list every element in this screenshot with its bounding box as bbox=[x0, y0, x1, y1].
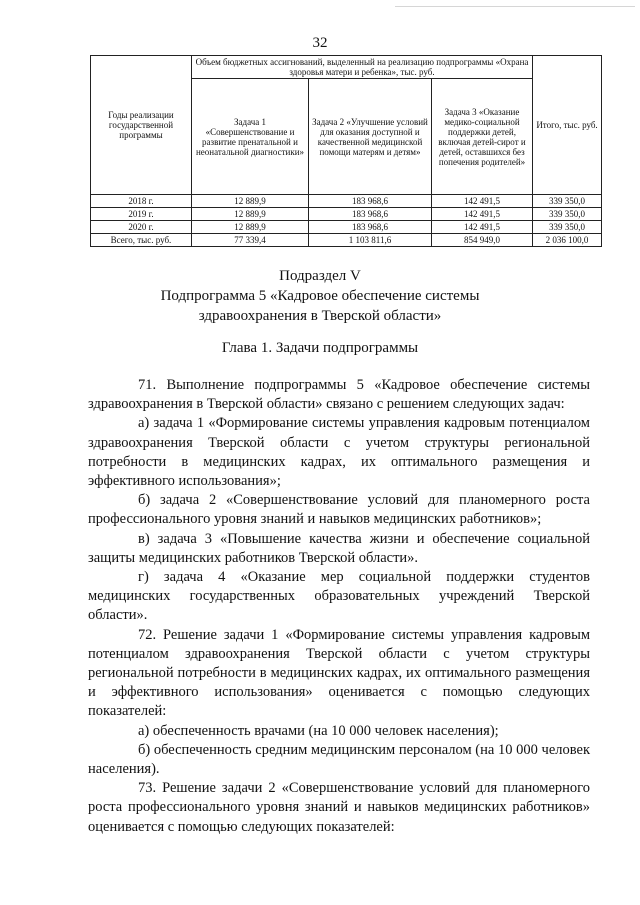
cell-task1: 12 889,9 bbox=[192, 221, 309, 234]
paragraph: г) задача 4 «Оказание мер социальной поддержки студентов медицинских государственных образовательных учреждений Тверской области». bbox=[88, 569, 590, 624]
header-group: Объем бюджетных ассигнований, выделенный на реализацию подпрограммы «Охрана здоровья матери и ребенка», тыс. руб. bbox=[192, 56, 533, 79]
paragraph: а) задача 1 «Формирование системы управления кадровым потенциалом здравоохранения Тверской области с учетом структуры региональной потребности в медицинских кадрах, их оптимального размещения и эффективного использования»; bbox=[88, 415, 590, 490]
subsection-title: Подраздел V bbox=[279, 268, 361, 284]
header-task2: Задача 2 «Улучшение условий для оказания доступной и качественной медицинской помощи матерям и детям» bbox=[309, 79, 432, 195]
paragraph: б) задача 2 «Совершенствование условий для планомерного роста профессионального уровня знаний и навыков медицинских работников»; bbox=[88, 492, 590, 528]
cell-year: 2020 г. bbox=[91, 221, 192, 234]
cell-year: Всего, тыс. руб. bbox=[91, 234, 192, 247]
paragraph: а) обеспеченность врачами (на 10 000 человек населения); bbox=[138, 722, 499, 739]
cell-task2: 183 968,6 bbox=[309, 221, 432, 234]
cell-year: 2018 г. bbox=[91, 195, 192, 208]
cell-task1: 12 889,9 bbox=[192, 208, 309, 221]
chapter-title: Глава 1. Задачи подпрограммы bbox=[221, 340, 419, 356]
cell-task3: 142 491,5 bbox=[432, 208, 533, 221]
paragraph: б) обеспеченность средним медицинским персоналом (на 10 000 человек населения). bbox=[88, 741, 590, 778]
header-mark bbox=[395, 0, 635, 7]
table-row-total bbox=[91, 234, 602, 247]
cell-task3: 854 949,0 bbox=[432, 234, 533, 247]
cell-total: 2 036 100,0 bbox=[533, 234, 602, 247]
cell-task1: 77 339,4 bbox=[192, 234, 309, 247]
table-row bbox=[91, 208, 602, 221]
page-number: 32 bbox=[312, 35, 328, 51]
table-row bbox=[91, 195, 602, 208]
cell-task3: 142 491,5 bbox=[432, 195, 533, 208]
table-row bbox=[91, 221, 602, 234]
paragraph: в) задача 3 «Повышение качества жизни и обеспечение социальной защиты медицинских работников Тверской области». bbox=[88, 530, 590, 566]
cell-total: 339 350,0 bbox=[533, 208, 602, 221]
paragraph: 71. Выполнение подпрограммы 5 «Кадровое обеспечение системы здравоохранения в Тверской области» связано с решением следующих задач: bbox=[88, 377, 590, 413]
header-years: Годы реализации государственной программы bbox=[91, 56, 192, 195]
body-text bbox=[88, 376, 590, 837]
paragraph: 73. Решение задачи 2 «Совершенствование условий для планомерного роста профессионального уровня знаний и навыков медицинских работников» оценивается с помощью следующих показателей: bbox=[88, 780, 590, 835]
budget-table bbox=[90, 55, 602, 247]
header-total: Итого, тыс. руб. bbox=[533, 56, 602, 195]
cell-task1: 12 889,9 bbox=[192, 195, 309, 208]
cell-task2: 183 968,6 bbox=[309, 208, 432, 221]
header-task3: Задача 3 «Оказание медико-социальной поддержки детей, включая детей-сирот и детей, оставшихся без попечения родителей» bbox=[432, 79, 533, 195]
cell-year: 2019 г. bbox=[91, 208, 192, 221]
cell-total: 339 350,0 bbox=[533, 221, 602, 234]
cell-task2: 1 103 811,6 bbox=[309, 234, 432, 247]
cell-task3: 142 491,5 bbox=[432, 221, 533, 234]
paragraph: 72. Решение задачи 1 «Формирование системы управления кадровым потенциалом здравоохранения Тверской области с учетом структуры региональной потребности в медицинских кадрах, их оптимального размещения и эффективного использования» оценивается с помощью следующих показателей: bbox=[88, 626, 590, 720]
cell-task2: 183 968,6 bbox=[309, 195, 432, 208]
header-task1: Задача 1 «Совершенствование и развитие пренатальной и неонатальной диагностики» bbox=[192, 79, 309, 195]
subprogram-title: Подпрограмма 5 «Кадровое обеспечение системы здравоохранения в Тверской области» bbox=[160, 288, 480, 324]
cell-total: 339 350,0 bbox=[533, 195, 602, 208]
